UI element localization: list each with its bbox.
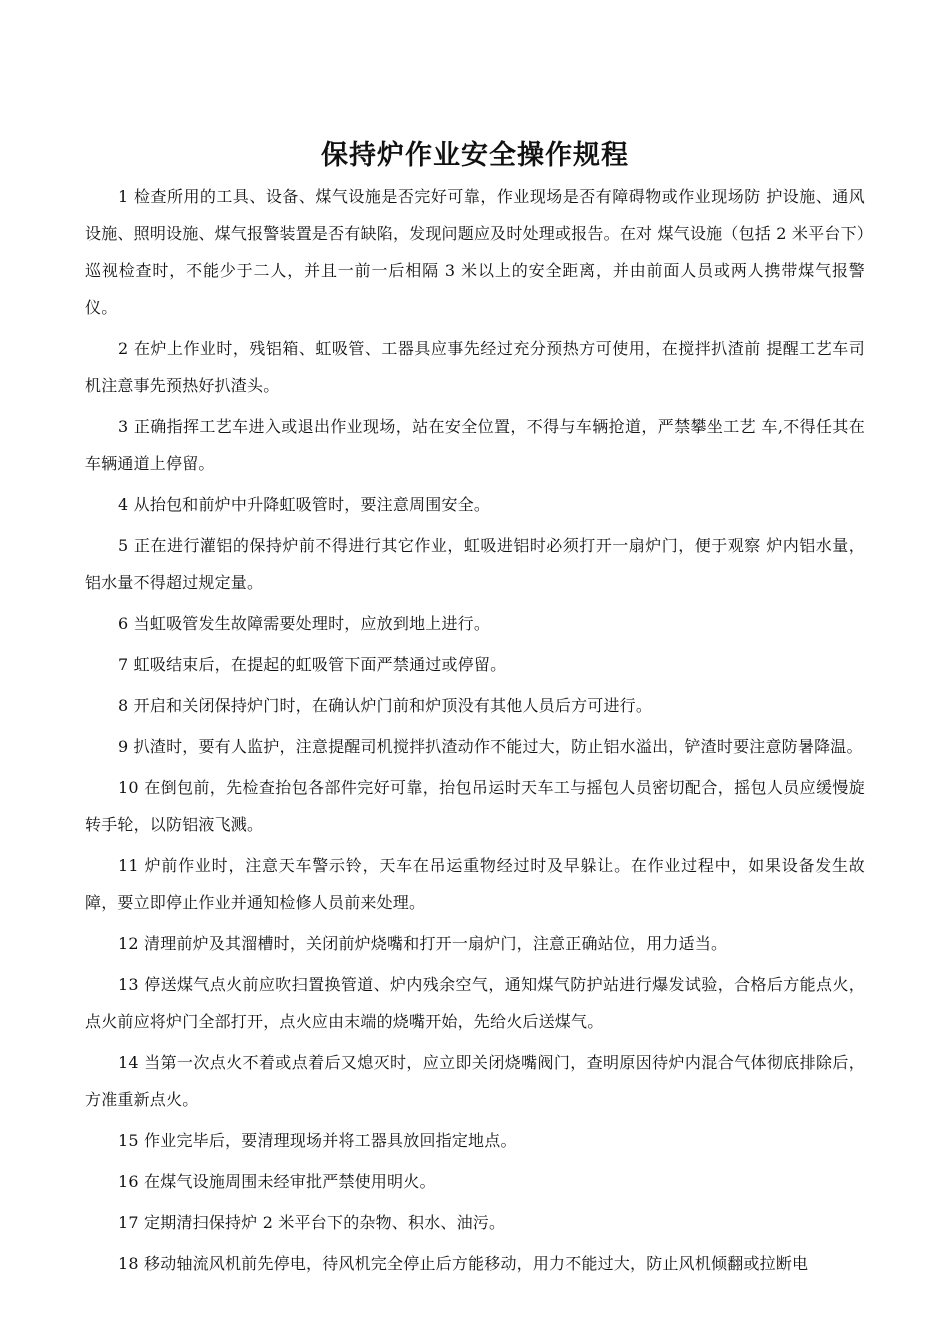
- paragraph-10: 10 在倒包前，先检查抬包各部件完好可靠，抬包吊运时天车工与摇包人员密切配合，摇包人员应缓慢旋转手轮，以防铝液飞溅。: [85, 778, 865, 834]
- paragraph-5: 5 正在进行灌铝的保持炉前不得进行其它作业，虹吸进铝时必须打开一扇炉门，便于观察 炉内铝水量，铝水量不得超过规定量。: [85, 536, 865, 592]
- paragraph-14: 14 当第一次点火不着或点着后又熄灭时，应立即关闭烧嘴阀门，查明原因待炉内混合气体彻底排除后，方准重新点火。: [85, 1053, 865, 1109]
- paragraph-9: 9 扒渣时，要有人监护，注意提醒司机搅拌扒渣动作不能过大，防止铝水溢出，铲渣时要注意防暑降温。: [118, 737, 863, 756]
- paragraph-17: 17 定期清扫保持炉 2 米平台下的杂物、积水、油污。: [118, 1213, 506, 1232]
- paragraph-11: 11 炉前作业时，注意天车警示铃，天车在吊运重物经过时及早躲让。在作业过程中，如果设备发生故障，要立即停止作业并通知检修人员前来处理。: [85, 856, 865, 912]
- paragraph-18: 18 移动轴流风机前先停电，待风机完全停止后方能移动，用力不能过大，防止风机倾翻或拉断电: [118, 1254, 809, 1273]
- paragraph-15: 15 作业完毕后，要清理现场并将工器具放回指定地点。: [118, 1131, 517, 1150]
- paragraph-12: 12 清理前炉及其溜槽时，关闭前炉烧嘴和打开一扇炉门，注意正确站位，用力适当。: [118, 934, 728, 953]
- paragraph-6: 6 当虹吸管发生故障需要处理时，应放到地上进行。: [118, 614, 491, 633]
- paragraph-4: 4 从抬包和前炉中升降虹吸管时，要注意周围安全。: [118, 495, 491, 514]
- paragraph-16: 16 在煤气设施周围未经审批严禁使用明火。: [118, 1172, 436, 1191]
- paragraph-8: 8 开启和关闭保持炉门时，在确认炉门前和炉顶没有其他人员后方可进行。: [118, 696, 653, 715]
- document-body: [85, 178, 865, 1286]
- paragraph-1: 1 检查所用的工具、设备、煤气设施是否完好可靠，作业现场是否有障碍物或作业现场防 护设施、通风设施、照明设施、煤气报警装置是否有缺陷，发现问题应及时处理或报告。在对 煤气设施（包括 2 米平台下）巡视检查时，不能少于二人，并且一前一后相隔 3 米以上的安全距离，并由前面人员或两人携带煤气报警仪。: [85, 187, 865, 317]
- paragraph-7: 7 虹吸结束后，在提起的虹吸管下面严禁通过或停留。: [118, 655, 507, 674]
- paragraph-13: 13 停送煤气点火前应吹扫置换管道、炉内残余空气，通知煤气防护站进行爆发试验，合格后方能点火，点火前应将炉门全部打开，点火应由末端的烧嘴开始，先给火后送煤气。: [85, 975, 865, 1031]
- paragraph-3: 3 正确指挥工艺车进入或退出作业现场，站在安全位置，不得与车辆抢道，严禁攀坐工艺 车,不得任其在车辆通道上停留。: [85, 417, 865, 473]
- document-title: 保持炉作业安全操作规程: [321, 140, 629, 171]
- paragraph-2: 2 在炉上作业时，残铝箱、虹吸管、工器具应事先经过充分预热方可使用，在搅拌扒渣前 提醒工艺车司机注意事先预热好扒渣头。: [85, 339, 865, 395]
